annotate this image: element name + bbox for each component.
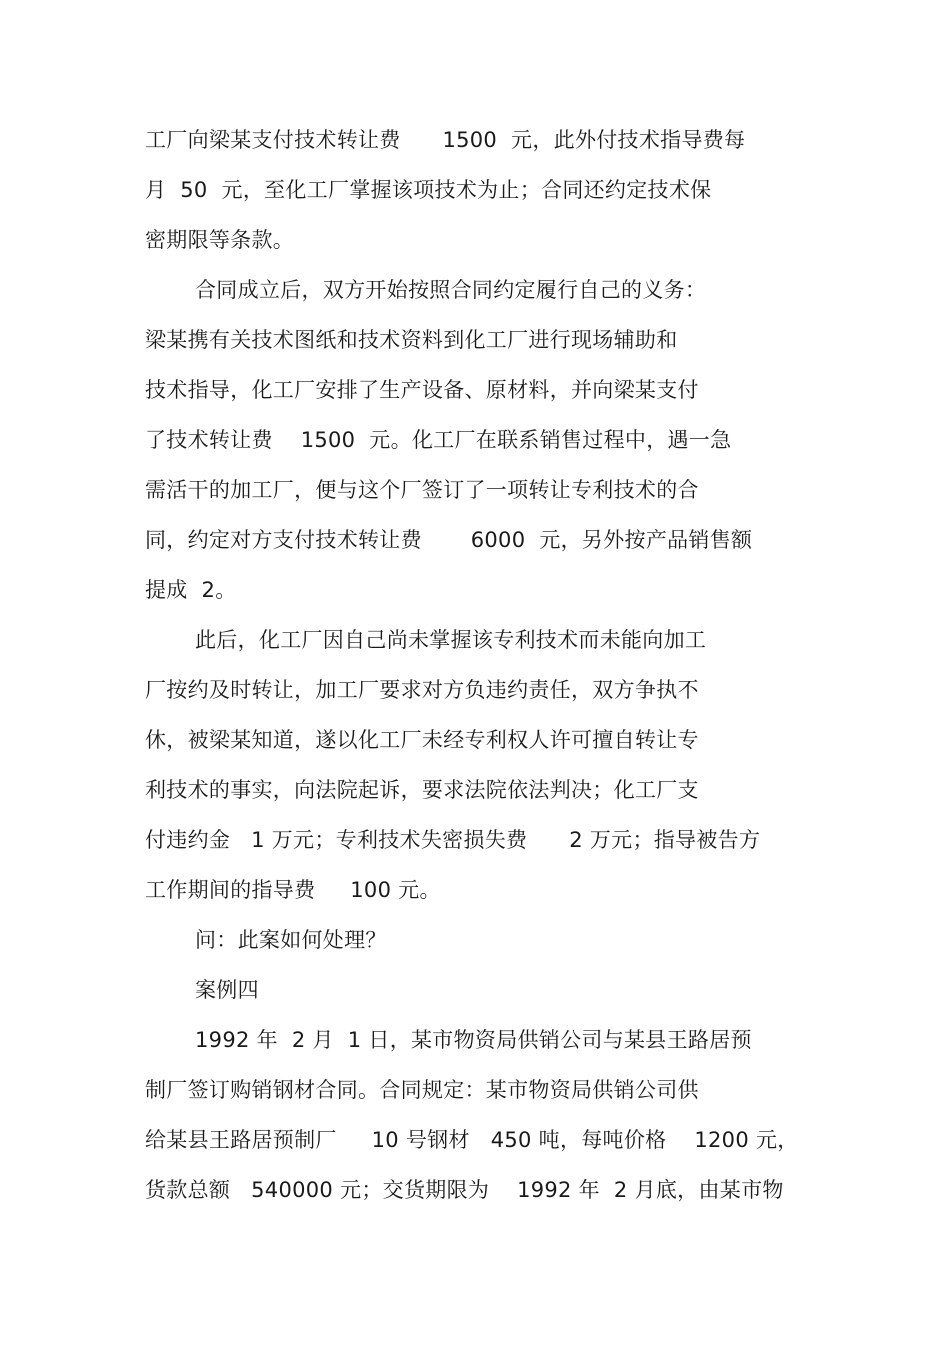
text-line: 工厂向梁某支付技术转让费 1500 元，此外付技术指导费每 <box>145 128 746 152</box>
text-line: 利技术的事实，向法院起诉，要求法院依法判决；化工厂支 <box>145 778 699 802</box>
text-line: 梁某携有关技术图纸和技术资料到化工厂进行现场辅助和 <box>145 328 678 352</box>
text-line: 付违约金 1 万元；专利技术失密损失费 2 万元；指导被告方 <box>145 828 761 852</box>
text-line: 了技术转让费 1500 元。化工厂在联系销售过程中，遇一急 <box>145 428 732 452</box>
text-line: 月 50 元，至化工厂掌握该项技术为止；合同还约定技术保 <box>145 178 712 202</box>
text-line: 工作期间的指导费 100 元。 <box>145 878 441 902</box>
paragraph-first-line: 1992 年 2 月 1 日，某市物资局供销公司与某县王路居预 <box>195 1028 752 1052</box>
text-line: 同，约定对方支付技术转让费 6000 元，另外按产品销售额 <box>145 528 753 552</box>
question-line: 问：此案如何处理？ <box>195 928 387 952</box>
text-line: 厂按约及时转让，加工厂要求对方负违约责任，双方争执不 <box>145 678 699 702</box>
paragraph-first-line: 合同成立后，双方开始按照合同约定履行自己的义务： <box>195 278 707 302</box>
text-line: 技术指导，化工厂安排了生产设备、原材料，并向梁某支付 <box>145 378 699 402</box>
text-line: 休，被梁某知道，遂以化工厂未经专利权人许可擅自转让专 <box>145 728 699 752</box>
text-line: 货款总额 540000 元；交货期限为 1992 年 2 月底，由某市物 <box>145 1178 784 1202</box>
paragraph-first-line: 此后，化工厂因自己尚未掌握该专利技术而未能向加工 <box>195 628 707 652</box>
text-line: 需活干的加工厂，便与这个厂签订了一项转让专利技术的合 <box>145 478 699 502</box>
text-line: 提成 2。 <box>145 578 237 602</box>
text-line: 给某县王路居预制厂 10 号钢材 450 吨，每吨价格 1200 元， <box>145 1128 799 1152</box>
text-line: 密期限等条款。 <box>145 228 295 252</box>
section-heading: 案例四 <box>195 978 259 1002</box>
text-line: 制厂签订购销钢材合同。合同规定：某市物资局供销公司供 <box>145 1078 699 1102</box>
